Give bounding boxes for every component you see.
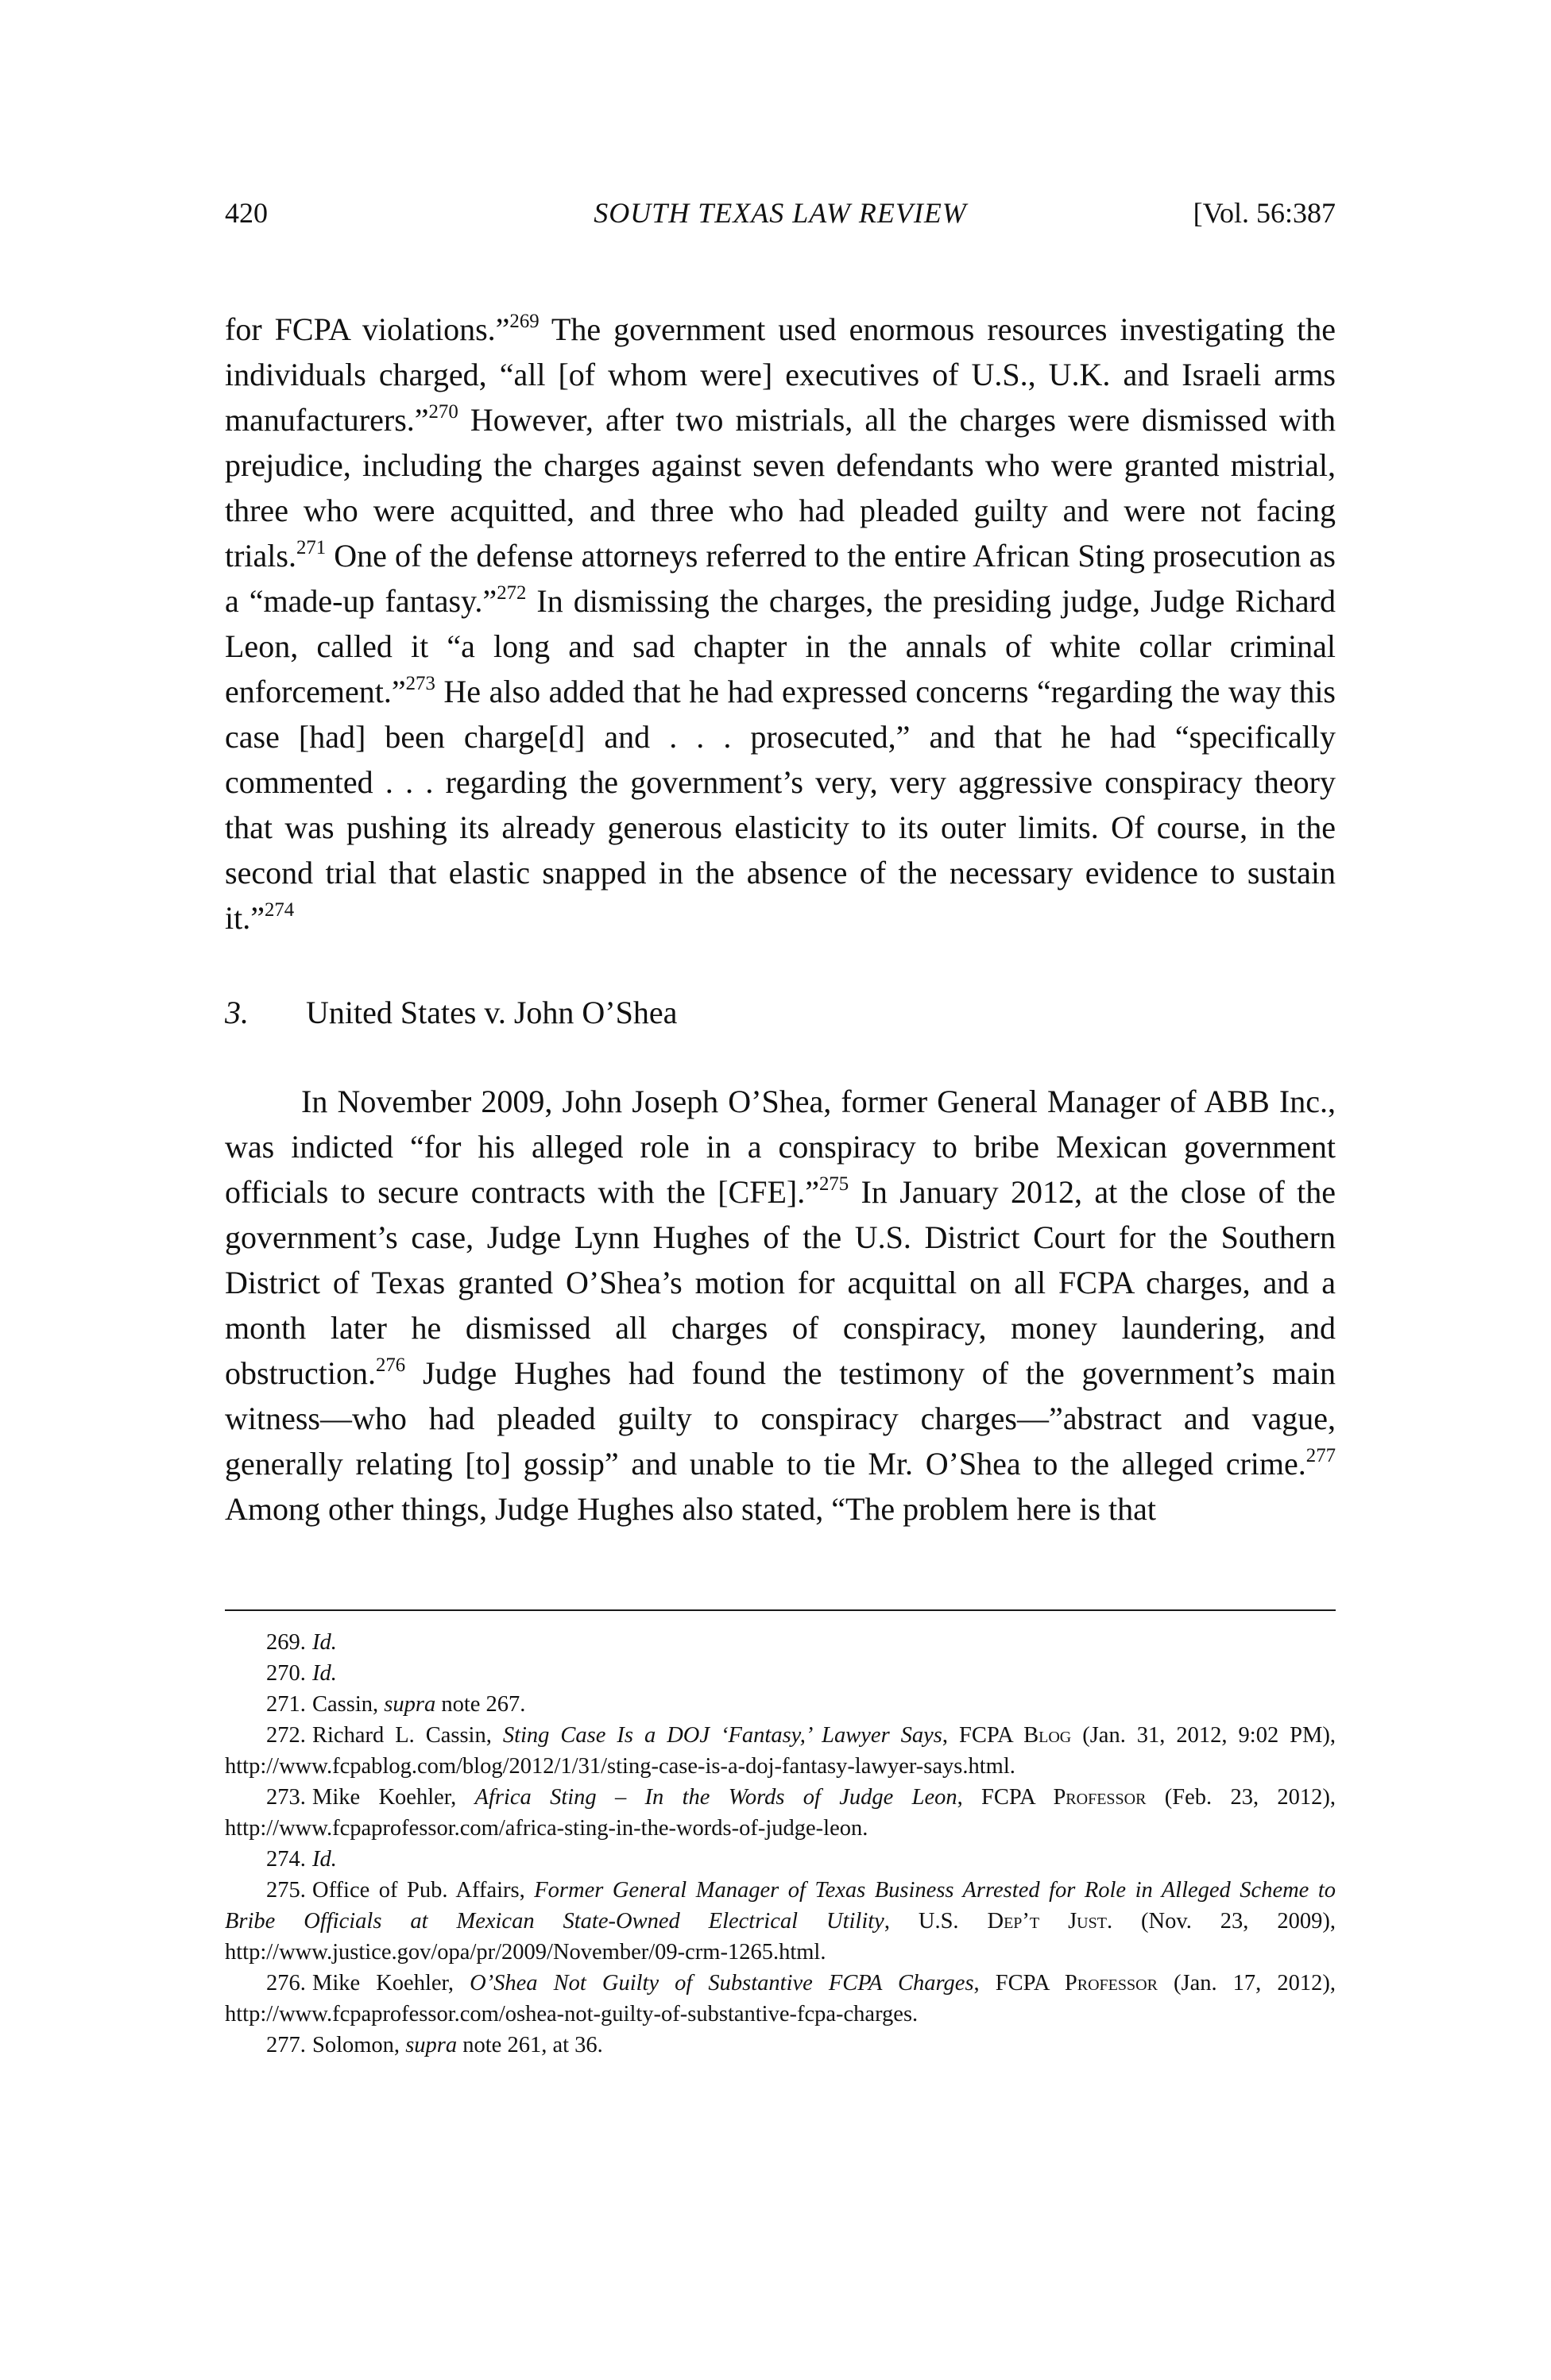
journal-title: SOUTH TEXAS LAW REVIEW	[594, 197, 967, 229]
footnote-text: O’Shea Not Guilty of Substantive FCPA Charges	[470, 1971, 974, 1996]
text-run: He also added that he had expressed concerns “regarding the way this case [had] been charge[d] and . . . prosecuted,” and that he had “specifically commented . . . regarding the government’s very, very aggressive conspiracy theory that was pushing its already generous elasticity to its outer limits. Of course, in the second trial that elastic snapped in the absence of the necessary evidence to sustain it.”	[225, 674, 1336, 936]
footnote-272	[225, 1720, 1336, 1782]
footnote-number: 271.	[266, 1692, 306, 1717]
main-text	[225, 307, 1336, 1532]
footnote-ref-276[interactable]: 276	[375, 1354, 406, 1376]
footnote-text: Blog	[1023, 1723, 1072, 1748]
footnote-text: Id.	[312, 1630, 337, 1655]
footnote-ref-269[interactable]: 269	[509, 310, 540, 332]
volume-citation: [Vol. 56:387	[1193, 197, 1336, 229]
footnote-text: Solomon,	[312, 2033, 406, 2057]
footnote-273	[225, 1782, 1336, 1844]
page-number: 420	[225, 197, 268, 229]
footnote-text: supra	[405, 2033, 458, 2057]
footnote-ref-274[interactable]: 274	[264, 898, 295, 921]
footnote-number: 270.	[266, 1661, 306, 1686]
footnote-text: Africa Sting – In the Words of Judge Leon	[474, 1785, 957, 1810]
footnote-link-text[interactable]: (Jan. 17, 2012), http://www.fcpaprofessor.com/oshea-not-guilty-of-substantive-fcpa-charges.	[225, 1971, 1336, 2026]
text-run: In January 2012, at the close of the government’s case, Judge Lynn Hughes of the U.S. District Court for the Southern District of Texas granted O’Shea’s motion for acquittal on all FCPA charges, and a month later he dismissed all charges of conspiracy, money laundering, and obstruction.	[225, 1174, 1336, 1391]
footnote-text: Id.	[312, 1661, 337, 1686]
footnote-text: Sting Case Is a DOJ ‘Fantasy,’ Lawyer Says	[502, 1723, 942, 1748]
text-run: Judge Hughes had found the testimony of the government’s main witness—who had pleaded guilty to conspiracy charges—”abstract and vague, generally relating [to] gossip” and unable to tie Mr. O’Shea to the alleged crime.	[225, 1355, 1336, 1482]
footnote-text: Dep’t Just.	[987, 1909, 1113, 1934]
footnote-text: note 261, at 36.	[457, 2033, 603, 2057]
text-run: The government used enormous resources investigating the individuals charged, “all [of whom were] executives of U.S., U.K. and Israeli arms manufacturers.”	[225, 311, 1336, 438]
footnote-text: Cassin,	[312, 1692, 385, 1717]
footnote-text: Richard L. Cassin,	[312, 1723, 503, 1748]
footnote-ref-277[interactable]: 277	[1305, 1444, 1336, 1466]
footnote-number: 272.	[266, 1723, 306, 1748]
footnote-divider	[225, 1609, 1336, 1611]
footnote-number: 269.	[266, 1630, 306, 1655]
footnote-text: Mike Koehler,	[312, 1971, 470, 1996]
footnote-number: 277.	[266, 2033, 306, 2057]
footnote-link-text[interactable]: (Nov. 23, 2009), http://www.justice.gov/opa/pr/2009/November/09-crm-1265.html.	[225, 1909, 1336, 1965]
section-number: 3.	[225, 995, 249, 1030]
text-run: for FCPA violations.”	[225, 311, 510, 347]
footnote-link-text[interactable]: (Jan. 31, 2012, 9:02 PM), http://www.fcpablog.com/blog/2012/1/31/sting-case-is-a-doj-fantasy-lawyer-says.html.	[225, 1723, 1336, 1779]
footnote-276	[225, 1968, 1336, 2030]
footnote-text: Mike Koehler,	[312, 1785, 475, 1810]
footnote-text: , FCPA	[957, 1785, 1054, 1810]
paragraph-2	[225, 1079, 1336, 1532]
footnote-ref-270[interactable]: 270	[428, 400, 458, 423]
footnote-269	[225, 1627, 1336, 1658]
footnote-number: 274.	[266, 1847, 306, 1872]
footnote-274	[225, 1844, 1336, 1875]
footnote-text: Id.	[312, 1847, 337, 1872]
footnote-277	[225, 2030, 1336, 2061]
running-header	[225, 189, 1336, 237]
footnote-271	[225, 1689, 1336, 1720]
footnote-number: 275.	[266, 1878, 306, 1903]
text-run: In November 2009, John Joseph O’Shea, former General Manager of ABB Inc., was indicted “for his alleged role in a conspiracy to bribe Mexican government officials to secure contracts with the [CFE].”	[225, 1084, 1336, 1210]
footnote-ref-275[interactable]: 275	[818, 1173, 849, 1195]
footnote-text: Professor	[1064, 1971, 1158, 1996]
footnote-270	[225, 1658, 1336, 1689]
footnote-text: supra	[384, 1692, 436, 1717]
footnote-text: note 267.	[435, 1692, 526, 1717]
text-run: One of the defense attorneys referred to the entire African Sting prosecution as a “made-up fantasy.”	[225, 538, 1336, 619]
text-run: However, after two mistrials, all the charges were dismissed with prejudice, including the charges against seven defendants who were granted mistrial, three who were acquitted, and three who had pleaded guilty and were not facing trials.	[225, 402, 1336, 574]
footnote-ref-271[interactable]: 271	[296, 536, 327, 558]
footnote-text: Office of Pub. Affairs,	[312, 1878, 535, 1903]
text-run: In dismissing the charges, the presiding judge, Judge Richard Leon, called it “a long and sad chapter in the annals of white collar criminal enforcement.”	[225, 583, 1336, 709]
section-heading	[225, 990, 1336, 1035]
footnote-text: , U.S.	[884, 1909, 988, 1934]
text-run: Among other things, Judge Hughes also stated, “The problem here is that	[225, 1491, 1156, 1527]
footnote-text: Professor	[1053, 1785, 1147, 1810]
footnote-number: 276.	[266, 1971, 306, 1996]
paragraph-1	[225, 307, 1336, 941]
footnote-text: , FCPA	[973, 1971, 1065, 1996]
footnotes	[225, 1627, 1336, 2061]
footnote-275	[225, 1875, 1336, 1968]
section-title: United States v. John O’Shea	[306, 995, 678, 1030]
footnote-number: 273.	[266, 1785, 306, 1810]
footnote-link-text[interactable]: (Feb. 23, 2012), http://www.fcpaprofessor.com/africa-sting-in-the-words-of-judge-leon.	[225, 1785, 1336, 1841]
footnote-text: , FCPA	[942, 1723, 1024, 1748]
footnote-ref-273[interactable]: 273	[405, 672, 435, 694]
footnote-text: Former General Manager of Texas Business Arrested for Role in Alleged Scheme to Bribe Officials at Mexican State-Owned Electrical Utility	[225, 1878, 1336, 1934]
footnote-ref-272[interactable]: 272	[497, 581, 527, 604]
